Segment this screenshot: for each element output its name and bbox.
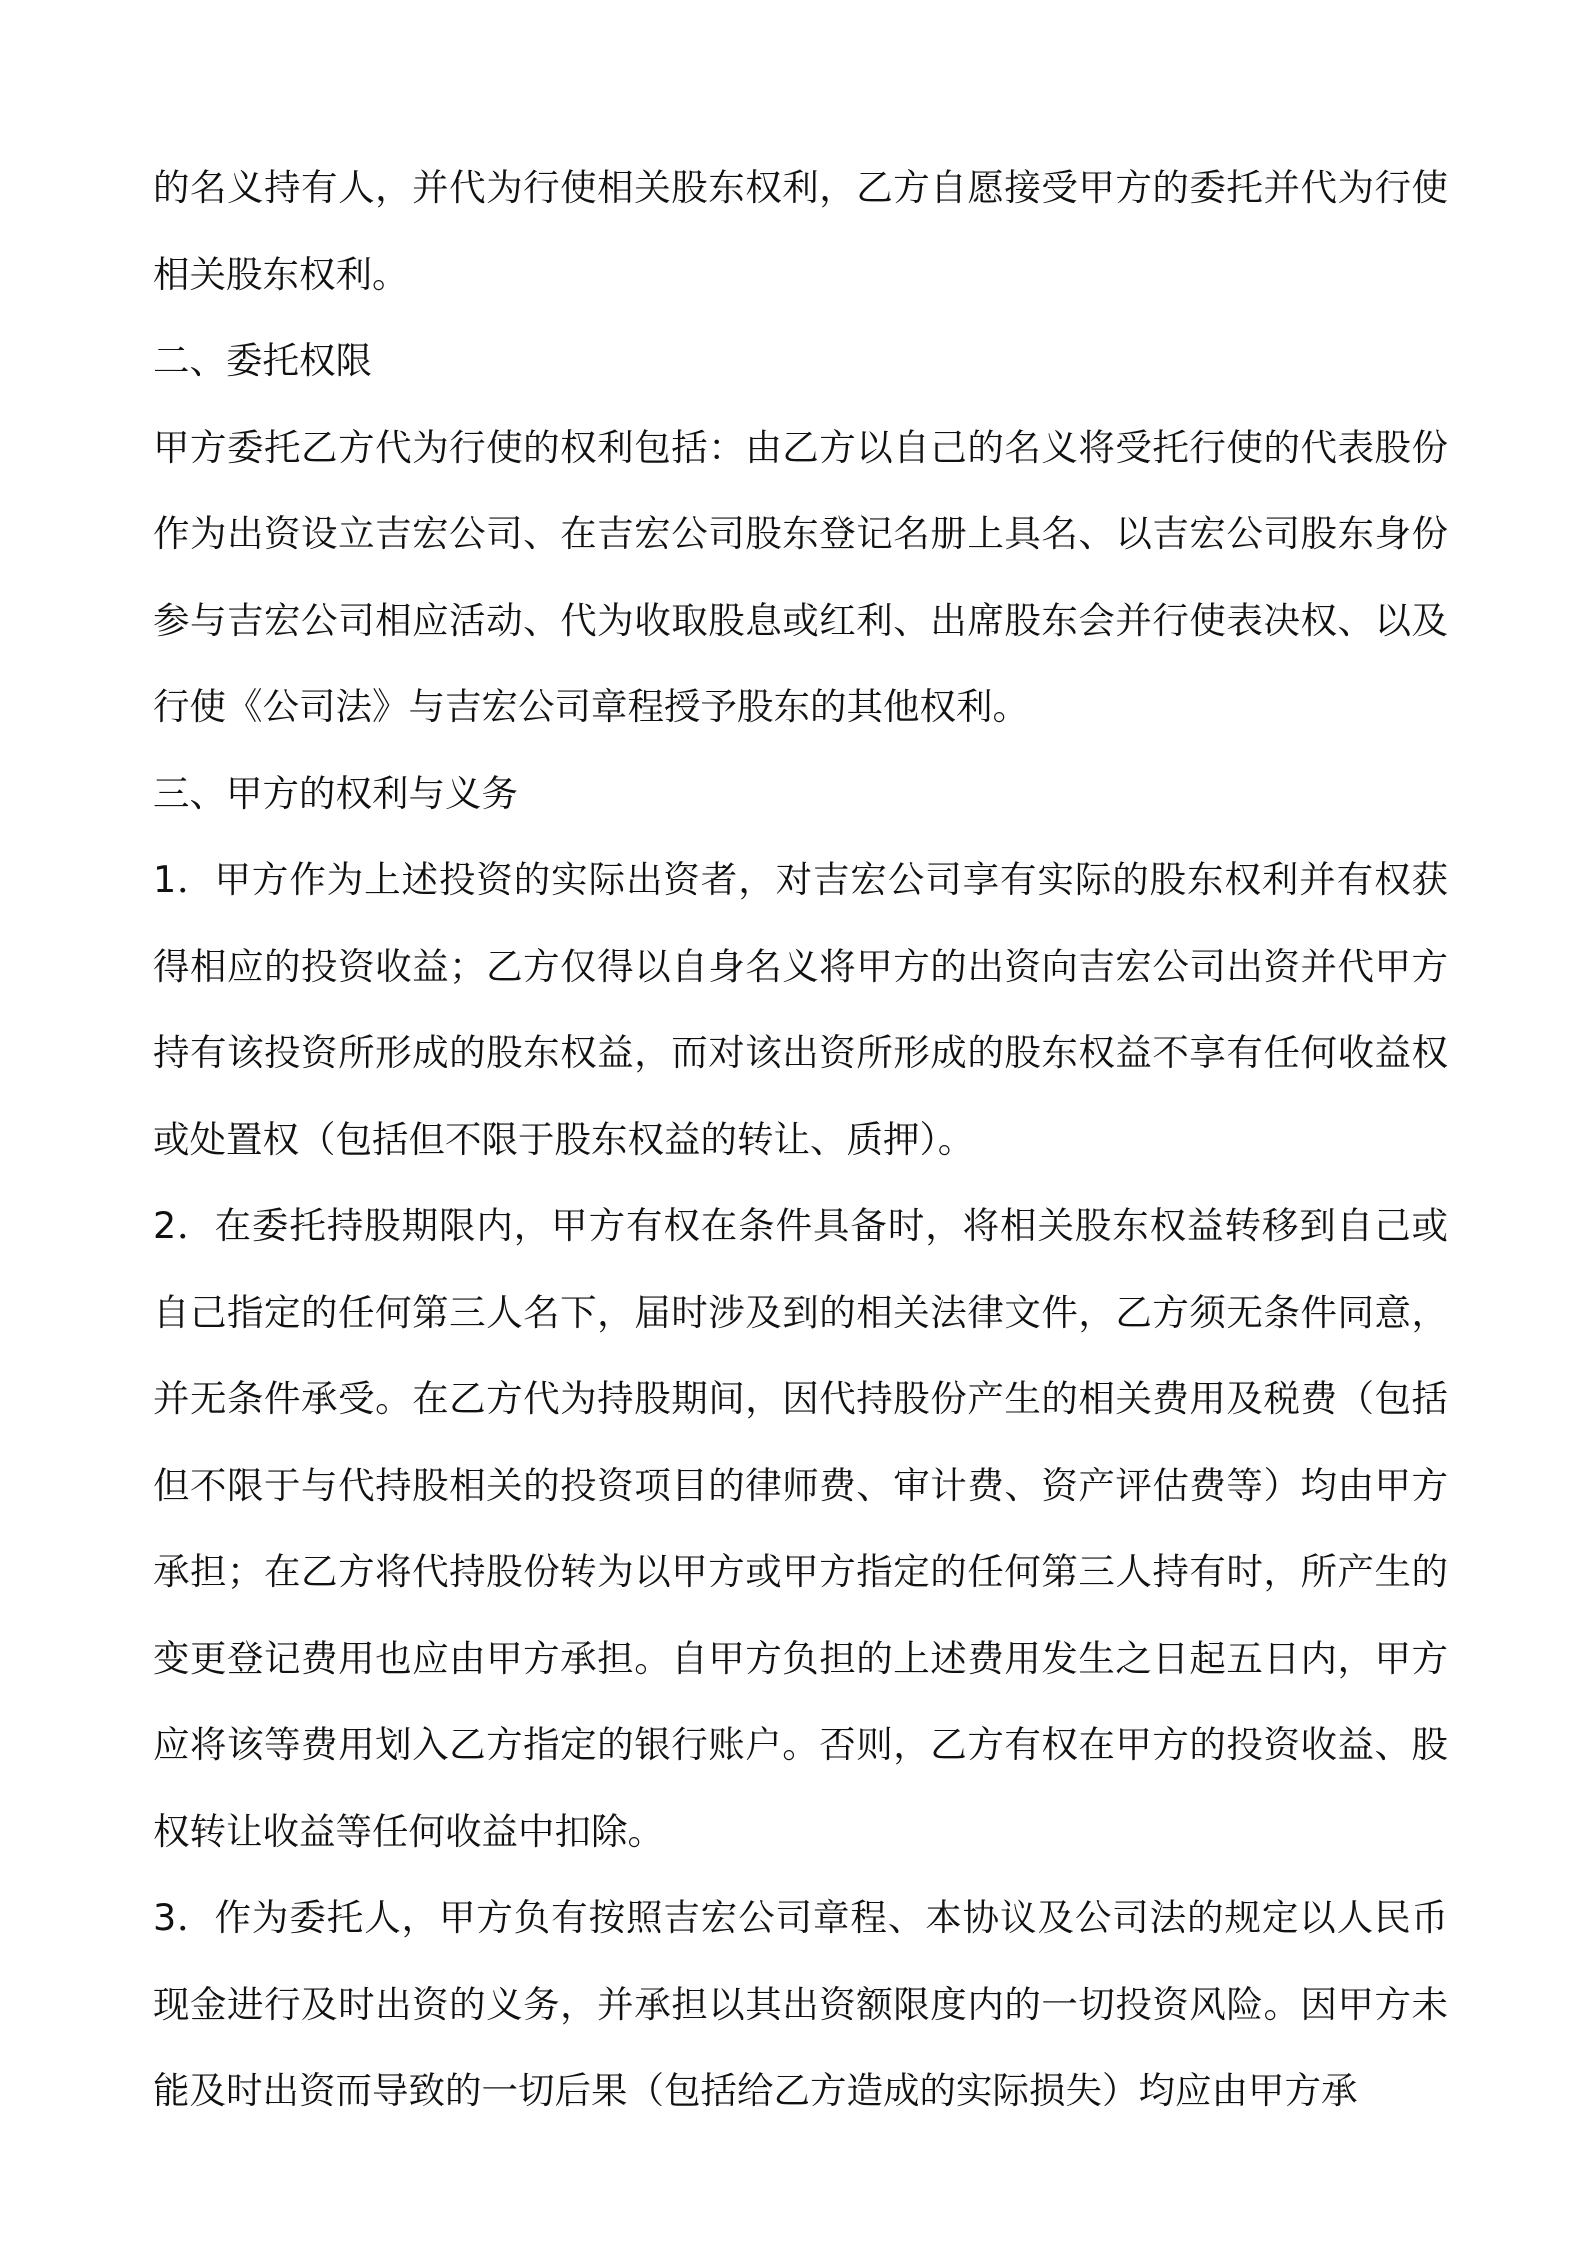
paragraph-continuation: 的名义持有人，并代为行使相关股东权利，乙方自愿接受甲方的委托并代为行使相关股东权利。 xyxy=(153,166,1448,296)
section-heading-delegation-scope: 二、委托权限 xyxy=(153,339,372,382)
section-heading-party-a-rights-obligations: 三、甲方的权利与义务 xyxy=(153,771,518,815)
clause-1: 1．甲方作为上述投资的实际出资者，对吉宏公司享有实际的股东权利并有权获得相应的投资收益；乙方仅得以自身名义将甲方的出资向吉宏公司出资并代甲方持有该投资所形成的股东权益，而对该出资所形成的股东权益不享有任何收益权或处置权（包括但不限于股东权益的转让、质押）。 xyxy=(153,858,1448,1161)
clause-3: 3．作为委托人，甲方负有按照吉宏公司章程、本协议及公司法的规定以人民币现金进行及时出资的义务，并承担以其出资额限度内的一切投资风险。因甲方未能及时出资而导致的一切后果（包括给乙方造成的实际损失）均应由甲方承 xyxy=(153,1896,1448,2112)
paragraph-delegated-rights: 甲方委托乙方代为行使的权利包括：由乙方以自己的名义将受托行使的代表股份作为出资设立吉宏公司、在吉宏公司股东登记名册上具名、以吉宏公司股东身份参与吉宏公司相应活动、代为收取股息或红利、出席股东会并行使表决权、以及行使《公司法》与吉宏公司章程授予股东的其他权利。 xyxy=(153,425,1448,728)
clause-2: 2．在委托持股期限内，甲方有权在条件具备时，将相关股东权益转移到自己或自己指定的任何第三人名下，届时涉及到的相关法律文件，乙方须无条件同意，并无条件承受。在乙方代为持股期间，因代持股份产生的相关费用及税费（包括但不限于与代持股相关的投资项目的律师费、审计费、资产评估费等）均由甲方承担；在乙方将代持股份转为以甲方或甲方指定的任何第三人持有时，所产生的变更登记费用也应由甲方承担。自甲方负担的上述费用发生之日起五日内，甲方应将该等费用划入乙方指定的银行账户。否则，乙方有权在甲方的投资收益、股权转让收益等任何收益中扣除。 xyxy=(153,1204,1448,1853)
document-body xyxy=(153,145,1448,2135)
